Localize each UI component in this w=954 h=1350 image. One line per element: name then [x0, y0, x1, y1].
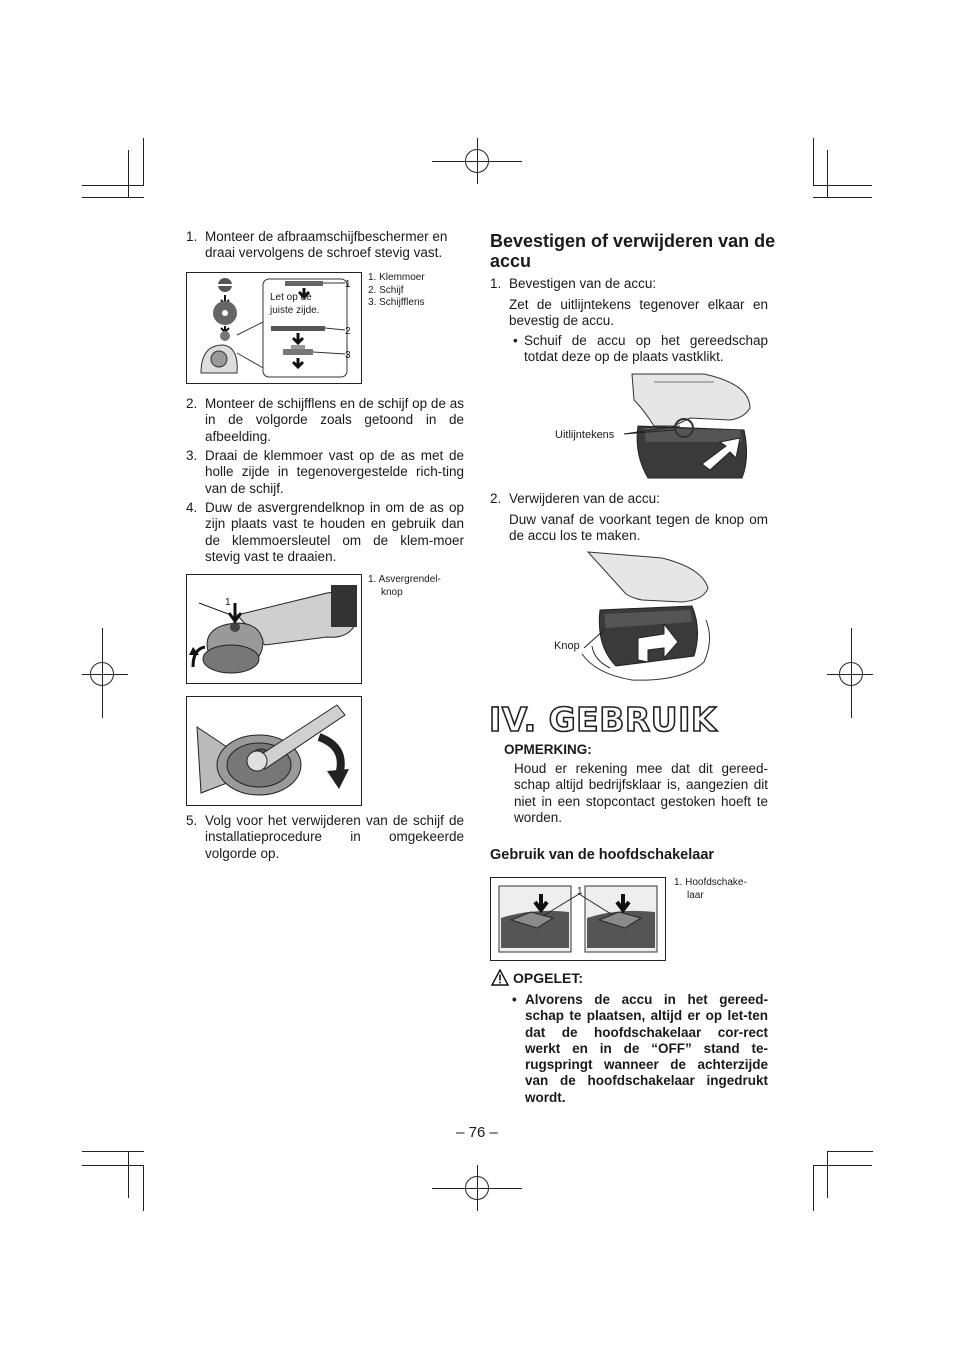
bullet-text: Alvorens de accu in het gereed-schap te plaatsen, altijd er op let-ten dat de hoofdschakelaar cor-rect werkt en in de “OFF” stand te-rugspringt wanneer de achterzijde van de hoofdschakelaar ingedrukt wordt.	[525, 992, 768, 1105]
legend-item-cont: laar	[687, 889, 704, 901]
bullet-dot: •	[512, 992, 517, 1007]
assembly-legend	[368, 272, 458, 310]
spindle-lock-legend	[368, 574, 458, 599]
remove-figure	[552, 550, 716, 688]
step-number: 5.	[186, 813, 198, 828]
side-note: Let op de juiste zijde.	[270, 292, 320, 316]
callout-2: 2	[345, 326, 351, 337]
step-number: 2.	[490, 491, 502, 506]
battery-section-heading: Bevestigen of verwijderen van de accu	[490, 231, 776, 271]
callout-1: 1	[225, 597, 231, 608]
step-number: 2.	[186, 396, 198, 411]
wrench-illustration	[187, 697, 361, 805]
step-number: 4.	[186, 500, 198, 515]
attach-figure	[554, 370, 754, 486]
caution-title: OPGELET:	[513, 970, 584, 986]
wrench-figure	[186, 696, 362, 806]
step-number: 1.	[186, 229, 198, 244]
step-text: Monteer de afbraamschijfbeschermer en draai vervolgens de schroef stevig vast.	[205, 229, 448, 261]
remove-text: Duw vanaf de voorkant tegen de knop om de accu los te maken.	[509, 512, 768, 544]
alignment-marks-label: Uitlijntekens	[555, 429, 615, 441]
warning-icon	[491, 969, 509, 986]
legend-item: 1. Hoofdschake-	[674, 877, 747, 888]
step-text: Volg voor het verwijderen van de schijf de installatieprocedure in omgekeerde volgorde op.	[205, 813, 464, 861]
chapter-title: IV. GEBRUIK	[489, 700, 717, 739]
grinder-illustration	[187, 575, 361, 683]
callout-1: 1	[577, 886, 583, 897]
attach-text: Zet de uitlijntekens tegenover elkaar en bevestig de accu.	[509, 297, 768, 329]
attach-bullet	[513, 333, 768, 366]
battery-attach-illustration	[554, 370, 754, 486]
callout-1: 1	[345, 279, 351, 290]
legend-item: 3. Schijfflens	[368, 297, 425, 308]
assembly-figure	[186, 272, 362, 384]
caution-bullet	[512, 992, 768, 1106]
switch-heading: Gebruik van de hoofdschakelaar	[490, 847, 715, 863]
spindle-lock-figure	[186, 574, 362, 684]
step-number: 3.	[186, 448, 198, 463]
legend-item: 1. Klemmoer	[368, 272, 425, 283]
callout-3: 3	[345, 350, 351, 361]
legend-item: 1. Asvergrendel-	[368, 574, 441, 585]
step-text: Duw de asvergrendelknop in om de as op zijn plaats vast te houden en gebruik dan de klemmoersleutel om de klem-moer stevig vast te draaien.	[205, 500, 464, 564]
battery-remove-illustration	[552, 550, 716, 688]
page-number: – 76 –	[456, 1124, 498, 1141]
bullet-dot: •	[513, 333, 518, 348]
legend-item: 2. Schijf	[368, 284, 404, 296]
release-button-label: Knop	[554, 640, 580, 652]
main-switch-figure	[490, 877, 666, 961]
step-text: Draai de klemmoer vast op de as met de holle zijde in tegenovergestelde rich-ting van de schijf.	[205, 448, 464, 496]
step-number: 1.	[490, 276, 502, 291]
step-title: Verwijderen van de accu:	[509, 491, 660, 506]
bullet-text: Schuif de accu op het gereedschap totdat deze op de plaats vastklikt.	[524, 333, 768, 365]
assembly-illustration	[187, 273, 361, 383]
step-text: Monteer de schijfflens en de schijf op de as in de volgorde zoals getoond in de afbeelding.	[205, 396, 464, 444]
note-title: OPMERKING:	[504, 742, 592, 757]
note-text: Houd er rekening mee dat dit gereed-schap altijd bedrijfsklaar is, aangezien dit niet in een stopcontact gestoken hoeft te worden.	[514, 761, 768, 825]
step-title: Bevestigen van de accu:	[509, 276, 657, 291]
legend-item-cont: knop	[381, 586, 403, 598]
switch-legend	[674, 877, 768, 902]
